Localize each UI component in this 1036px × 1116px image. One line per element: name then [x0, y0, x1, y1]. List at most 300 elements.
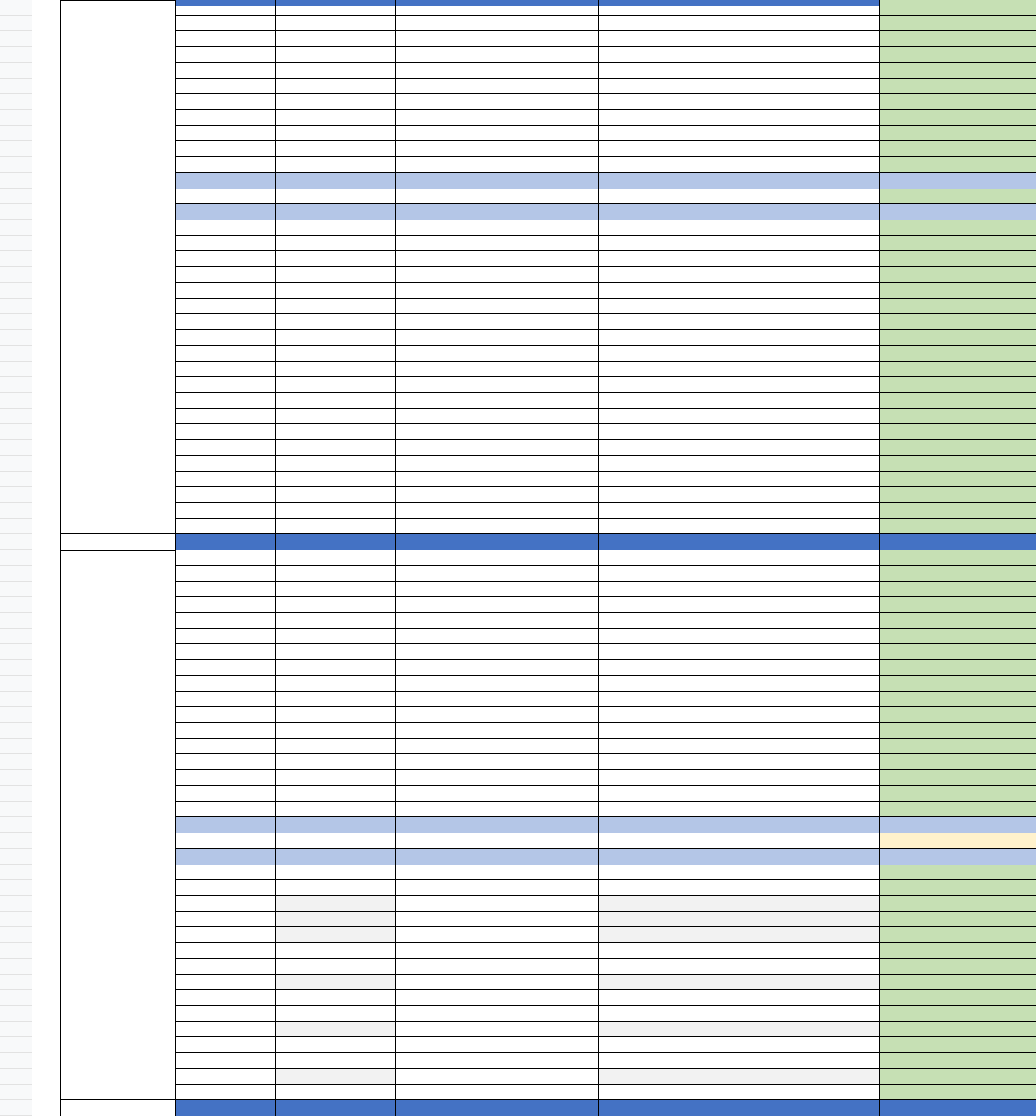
vaccine-cell[interactable]: [879, 346, 1036, 362]
moh-area-cell[interactable]: [275, 94, 395, 110]
row-number[interactable]: [0, 409, 32, 424]
vaccination-center-cell[interactable]: [598, 865, 879, 880]
vaccine-cell[interactable]: [879, 63, 1036, 79]
row-number[interactable]: [0, 550, 32, 566]
district-cell[interactable]: [175, 1069, 275, 1085]
row-number[interactable]: [0, 770, 32, 786]
vaccine-cell[interactable]: [879, 1053, 1036, 1069]
district-cell[interactable]: [175, 251, 275, 267]
row-number[interactable]: [0, 440, 32, 456]
note-cell[interactable]: [395, 692, 598, 707]
vaccination-center-cell[interactable]: [598, 63, 879, 79]
vaccine-cell[interactable]: [879, 1006, 1036, 1022]
moh-area-merged-cell[interactable]: [275, 299, 395, 362]
district-cell[interactable]: [175, 314, 275, 330]
row-number[interactable]: [0, 1006, 32, 1022]
row-number[interactable]: [0, 629, 32, 644]
vaccination-center-cell[interactable]: [598, 157, 879, 173]
vaccination-center-cell[interactable]: [598, 550, 879, 566]
moh-area-cell[interactable]: [275, 880, 395, 896]
note-cell[interactable]: [395, 330, 598, 346]
vaccine-cell[interactable]: [879, 550, 1036, 566]
row-number[interactable]: [0, 849, 32, 865]
moh-area-cell[interactable]: [275, 283, 395, 299]
row-number[interactable]: [0, 1069, 32, 1085]
moh-area-cell[interactable]: [275, 47, 395, 63]
vaccine-cell[interactable]: [879, 613, 1036, 629]
vaccination-center-cell[interactable]: [598, 692, 879, 707]
moh-area-cell[interactable]: [275, 487, 395, 503]
vaccination-center-cell[interactable]: [598, 47, 879, 63]
moh-area-cell[interactable]: [275, 189, 395, 204]
vaccination-center-cell[interactable]: [598, 424, 879, 440]
vaccination-center-cell[interactable]: [598, 1037, 879, 1053]
vaccination-center-cell[interactable]: [598, 880, 879, 896]
row-number[interactable]: [0, 126, 32, 141]
note-cell[interactable]: [395, 79, 598, 94]
district-cell[interactable]: [175, 566, 275, 582]
vaccination-center-cell[interactable]: [598, 597, 879, 613]
row-number[interactable]: [0, 660, 32, 676]
row-number[interactable]: [0, 582, 32, 597]
moh-area-cell[interactable]: [275, 1006, 395, 1022]
vaccine-cell[interactable]: [879, 1069, 1036, 1085]
vaccine-cell[interactable]: [879, 424, 1036, 440]
note-cell[interactable]: [395, 786, 598, 802]
vaccination-center-cell[interactable]: [598, 94, 879, 110]
row-number[interactable]: [0, 362, 32, 377]
vaccination-center-cell[interactable]: [598, 912, 879, 927]
vaccine-cell[interactable]: [879, 440, 1036, 456]
moh-area-cell[interactable]: [275, 566, 395, 582]
district-cell[interactable]: [175, 346, 275, 362]
district-cell[interactable]: [175, 880, 275, 896]
district-cell[interactable]: [175, 629, 275, 644]
vaccine-cell[interactable]: [879, 660, 1036, 676]
district-cell[interactable]: [175, 723, 275, 739]
moh-area-cell[interactable]: [275, 519, 395, 534]
row-number[interactable]: [0, 63, 32, 79]
district-cell[interactable]: [175, 550, 275, 566]
district-cell[interactable]: [175, 739, 275, 754]
district-cell[interactable]: [175, 597, 275, 613]
district-cell[interactable]: [175, 943, 275, 959]
moh-area-cell[interactable]: [275, 660, 395, 676]
vaccine-cell[interactable]: [879, 47, 1036, 63]
vaccine-cell[interactable]: [879, 865, 1036, 880]
vaccination-center-cell[interactable]: [598, 566, 879, 582]
note-cell[interactable]: [395, 110, 598, 126]
district-cell[interactable]: [175, 660, 275, 676]
vaccine-cell[interactable]: [879, 990, 1036, 1006]
vaccination-center-cell[interactable]: [598, 487, 879, 503]
vaccination-center-cell[interactable]: [598, 723, 879, 739]
district-cell[interactable]: [175, 0, 275, 16]
note-cell[interactable]: [395, 519, 598, 534]
district-cell[interactable]: [175, 393, 275, 409]
row-number[interactable]: [0, 566, 32, 582]
note-cell[interactable]: [395, 409, 598, 424]
vaccine-cell[interactable]: [879, 975, 1036, 990]
row-number[interactable]: [0, 330, 32, 346]
district-cell[interactable]: [175, 770, 275, 786]
vaccine-cell[interactable]: [879, 299, 1036, 314]
vaccination-center-cell[interactable]: [598, 236, 879, 251]
row-number[interactable]: [0, 802, 32, 817]
row-number[interactable]: [0, 959, 32, 975]
note-cell[interactable]: [395, 550, 598, 566]
row-number[interactable]: [0, 597, 32, 613]
vaccine-cell[interactable]: [879, 16, 1036, 31]
row-number[interactable]: [0, 94, 32, 110]
vaccine-cell[interactable]: [879, 283, 1036, 299]
note-cell[interactable]: [395, 503, 598, 519]
row-number[interactable]: [0, 1037, 32, 1053]
vaccine-cell[interactable]: [879, 582, 1036, 597]
row-number[interactable]: [0, 723, 32, 739]
district-cell[interactable]: [175, 157, 275, 173]
note-cell[interactable]: [395, 251, 598, 267]
district-cell[interactable]: [175, 896, 275, 912]
row-number[interactable]: [0, 990, 32, 1006]
vaccine-cell[interactable]: [879, 644, 1036, 660]
row-number[interactable]: [0, 912, 32, 927]
vaccine-cell[interactable]: [879, 802, 1036, 817]
moh-area-cell[interactable]: [275, 865, 395, 880]
vaccination-center-cell[interactable]: [598, 330, 879, 346]
row-number[interactable]: [0, 754, 32, 770]
note-cell[interactable]: [395, 47, 598, 63]
vaccination-center-cell[interactable]: [598, 283, 879, 299]
vaccine-cell[interactable]: [879, 1022, 1036, 1037]
row-number[interactable]: [0, 0, 32, 16]
district-cell[interactable]: [175, 802, 275, 817]
row-number[interactable]: [0, 283, 32, 299]
note-cell[interactable]: [395, 1006, 598, 1022]
row-number[interactable]: [0, 1053, 32, 1069]
vaccine-cell[interactable]: [879, 330, 1036, 346]
vaccination-center-cell[interactable]: [598, 377, 879, 393]
vaccine-cell[interactable]: [879, 141, 1036, 157]
row-number[interactable]: [0, 47, 32, 63]
vaccine-cell[interactable]: [879, 786, 1036, 802]
vaccine-cell[interactable]: [879, 723, 1036, 739]
district-cell[interactable]: [175, 644, 275, 660]
district-cell[interactable]: [175, 975, 275, 990]
district-cell[interactable]: [175, 1022, 275, 1037]
vaccination-center-cell[interactable]: [598, 896, 879, 912]
moh-area-cell[interactable]: [275, 723, 395, 739]
vaccine-cell[interactable]: [879, 31, 1036, 47]
vaccination-center-cell[interactable]: [598, 141, 879, 157]
vaccination-center-cell[interactable]: [598, 16, 879, 31]
row-number[interactable]: [0, 251, 32, 267]
moh-area-cell[interactable]: [275, 472, 395, 487]
moh-area-cell[interactable]: [275, 786, 395, 802]
row-number[interactable]: [0, 173, 32, 189]
row-number[interactable]: [0, 833, 32, 849]
vaccination-center-cell[interactable]: [598, 472, 879, 487]
row-number[interactable]: [0, 110, 32, 126]
note-cell[interactable]: [395, 440, 598, 456]
note-cell[interactable]: [395, 597, 598, 613]
vaccine-cell[interactable]: [879, 1085, 1036, 1100]
moh-area-cell[interactable]: [275, 582, 395, 597]
row-number[interactable]: [0, 817, 32, 833]
vaccination-center-cell[interactable]: [598, 1085, 879, 1100]
moh-area-cell[interactable]: [275, 16, 395, 31]
vaccine-cell[interactable]: [879, 456, 1036, 472]
note-cell[interactable]: [395, 94, 598, 110]
moh-area-merged-cell[interactable]: [275, 236, 395, 283]
row-number[interactable]: [0, 739, 32, 754]
moh-area-cell[interactable]: [275, 975, 395, 990]
row-number[interactable]: [0, 487, 32, 503]
vaccine-cell[interactable]: [879, 770, 1036, 786]
row-number[interactable]: [0, 204, 32, 220]
district-cell[interactable]: [175, 1053, 275, 1069]
note-cell[interactable]: [395, 31, 598, 47]
district-cell[interactable]: [175, 362, 275, 377]
vaccine-cell[interactable]: [879, 362, 1036, 377]
vaccination-center-cell[interactable]: [598, 79, 879, 94]
vaccine-cell[interactable]: [879, 707, 1036, 723]
moh-area-cell[interactable]: [275, 141, 395, 157]
district-cell[interactable]: [175, 440, 275, 456]
vaccination-center-cell[interactable]: [598, 346, 879, 362]
note-cell[interactable]: [395, 644, 598, 660]
district-cell[interactable]: [175, 786, 275, 802]
vaccine-cell[interactable]: [879, 629, 1036, 644]
district-cell[interactable]: [175, 927, 275, 943]
vaccine-cell[interactable]: [879, 126, 1036, 141]
vaccination-center-cell[interactable]: [598, 110, 879, 126]
district-cell[interactable]: [175, 267, 275, 283]
note-cell[interactable]: [395, 566, 598, 582]
row-number[interactable]: [0, 456, 32, 472]
vaccine-cell[interactable]: [879, 943, 1036, 959]
note-cell[interactable]: [395, 865, 598, 880]
district-cell[interactable]: [175, 1037, 275, 1053]
vaccine-cell[interactable]: [879, 487, 1036, 503]
vaccination-center-cell[interactable]: [598, 267, 879, 283]
district-cell[interactable]: [175, 94, 275, 110]
vaccination-center-cell[interactable]: [598, 927, 879, 943]
note-cell[interactable]: [395, 1037, 598, 1053]
vaccine-cell[interactable]: [879, 739, 1036, 754]
row-number[interactable]: [0, 786, 32, 802]
note-cell[interactable]: [395, 707, 598, 723]
vaccination-center-cell[interactable]: [598, 613, 879, 629]
moh-area-cell[interactable]: [275, 1053, 395, 1069]
district-cell[interactable]: [175, 1006, 275, 1022]
vaccine-cell[interactable]: [879, 189, 1036, 204]
vaccination-center-cell[interactable]: [598, 409, 879, 424]
district-cell[interactable]: [175, 754, 275, 770]
vaccination-center-cell[interactable]: [598, 959, 879, 975]
moh-area-cell[interactable]: [275, 739, 395, 754]
vaccination-center-cell[interactable]: [598, 770, 879, 786]
moh-area-cell[interactable]: [275, 550, 395, 566]
district-cell[interactable]: [175, 487, 275, 503]
note-cell[interactable]: [395, 613, 598, 629]
district-cell[interactable]: [175, 519, 275, 534]
vaccination-center-cell[interactable]: [598, 314, 879, 330]
note-cell[interactable]: [395, 975, 598, 990]
moh-area-cell[interactable]: [275, 707, 395, 723]
vaccination-center-cell[interactable]: [598, 676, 879, 692]
vaccine-cell[interactable]: [879, 880, 1036, 896]
row-number[interactable]: [0, 236, 32, 251]
district-cell[interactable]: [175, 676, 275, 692]
vaccination-center-cell[interactable]: [598, 299, 879, 314]
note-cell[interactable]: [395, 676, 598, 692]
vaccine-cell[interactable]: [879, 220, 1036, 236]
district-cell[interactable]: [175, 189, 275, 204]
vaccine-cell[interactable]: [879, 393, 1036, 409]
note-cell[interactable]: [395, 1022, 598, 1037]
district-cell[interactable]: [175, 47, 275, 63]
note-cell[interactable]: [395, 236, 598, 251]
note-cell[interactable]: [395, 880, 598, 896]
note-cell[interactable]: [395, 802, 598, 817]
row-number[interactable]: [0, 377, 32, 393]
row-number[interactable]: [0, 157, 32, 173]
district-cell[interactable]: [175, 299, 275, 314]
moh-area-cell[interactable]: [275, 1085, 395, 1100]
moh-area-cell[interactable]: [275, 754, 395, 770]
vaccine-cell[interactable]: [879, 519, 1036, 534]
row-number[interactable]: [0, 189, 32, 204]
note-cell[interactable]: [395, 314, 598, 330]
vaccination-center-cell[interactable]: [598, 31, 879, 47]
note-cell[interactable]: [395, 126, 598, 141]
district-cell[interactable]: [175, 141, 275, 157]
row-number[interactable]: [0, 1100, 32, 1116]
province-cell[interactable]: [60, 550, 175, 1100]
row-number[interactable]: [0, 1022, 32, 1037]
moh-area-cell[interactable]: [275, 157, 395, 173]
row-number[interactable]: [0, 141, 32, 157]
vaccine-cell[interactable]: [879, 0, 1036, 16]
district-cell[interactable]: [175, 79, 275, 94]
note-cell[interactable]: [395, 393, 598, 409]
row-number[interactable]: [0, 880, 32, 896]
note-cell[interactable]: [395, 283, 598, 299]
note-cell[interactable]: [395, 362, 598, 377]
note-cell[interactable]: [395, 346, 598, 362]
vaccination-center-cell[interactable]: [598, 739, 879, 754]
row-number[interactable]: [0, 896, 32, 912]
row-number[interactable]: [0, 503, 32, 519]
district-cell[interactable]: [175, 582, 275, 597]
vaccine-cell[interactable]: [879, 314, 1036, 330]
note-cell[interactable]: [395, 157, 598, 173]
district-cell[interactable]: [175, 990, 275, 1006]
moh-area-cell[interactable]: [275, 692, 395, 707]
vaccine-cell[interactable]: [879, 110, 1036, 126]
vaccination-center-cell[interactable]: [598, 707, 879, 723]
moh-area-cell[interactable]: [275, 644, 395, 660]
vaccine-cell[interactable]: [879, 267, 1036, 283]
moh-area-cell[interactable]: [275, 79, 395, 94]
moh-area-cell[interactable]: [275, 110, 395, 126]
note-cell[interactable]: [395, 959, 598, 975]
note-cell[interactable]: [395, 833, 598, 849]
note-cell[interactable]: [395, 0, 598, 16]
vaccine-cell[interactable]: [879, 157, 1036, 173]
vaccine-cell[interactable]: [879, 692, 1036, 707]
moh-area-cell[interactable]: [275, 456, 395, 472]
vaccine-cell[interactable]: [879, 1037, 1036, 1053]
vaccination-center-cell[interactable]: [598, 519, 879, 534]
moh-area-cell[interactable]: [275, 126, 395, 141]
vaccine-cell[interactable]: [879, 754, 1036, 770]
province-cell[interactable]: [60, 0, 175, 534]
note-cell[interactable]: [395, 299, 598, 314]
district-cell[interactable]: [175, 959, 275, 975]
moh-area-cell[interactable]: [275, 770, 395, 786]
vaccination-center-cell[interactable]: [598, 786, 879, 802]
vaccine-cell[interactable]: [879, 503, 1036, 519]
row-number[interactable]: [0, 692, 32, 707]
note-cell[interactable]: [395, 16, 598, 31]
district-cell[interactable]: [175, 126, 275, 141]
vaccination-center-cell[interactable]: [598, 440, 879, 456]
vaccination-center-cell[interactable]: [598, 582, 879, 597]
moh-area-cell[interactable]: [275, 31, 395, 47]
note-cell[interactable]: [395, 189, 598, 204]
district-cell[interactable]: [175, 110, 275, 126]
vaccination-center-cell[interactable]: [598, 1053, 879, 1069]
moh-area-cell[interactable]: [275, 927, 395, 943]
note-cell[interactable]: [395, 943, 598, 959]
row-number[interactable]: [0, 424, 32, 440]
note-cell[interactable]: [395, 424, 598, 440]
district-cell[interactable]: [175, 692, 275, 707]
vaccination-center-cell[interactable]: [598, 660, 879, 676]
district-cell[interactable]: [175, 613, 275, 629]
row-number[interactable]: [0, 943, 32, 959]
vaccination-center-cell[interactable]: [598, 943, 879, 959]
row-number[interactable]: [0, 865, 32, 880]
moh-area-cell[interactable]: [275, 0, 395, 16]
note-cell[interactable]: [395, 63, 598, 79]
note-cell[interactable]: [395, 220, 598, 236]
vaccine-cell[interactable]: [879, 912, 1036, 927]
note-cell[interactable]: [395, 487, 598, 503]
note-cell[interactable]: [395, 912, 598, 927]
row-number[interactable]: [0, 975, 32, 990]
moh-area-cell[interactable]: [275, 1069, 395, 1085]
vaccination-center-cell[interactable]: [598, 456, 879, 472]
note-cell[interactable]: [395, 1069, 598, 1085]
row-number[interactable]: [0, 676, 32, 692]
note-cell[interactable]: [395, 1085, 598, 1100]
vaccine-cell[interactable]: [879, 959, 1036, 975]
district-cell[interactable]: [175, 865, 275, 880]
vaccination-center-cell[interactable]: [598, 393, 879, 409]
row-number[interactable]: [0, 220, 32, 236]
row-number[interactable]: [0, 519, 32, 534]
note-cell[interactable]: [395, 1053, 598, 1069]
note-cell[interactable]: [395, 472, 598, 487]
vaccination-center-cell[interactable]: [598, 1006, 879, 1022]
vaccination-center-cell[interactable]: [598, 251, 879, 267]
row-number[interactable]: [0, 267, 32, 283]
vaccine-cell[interactable]: [879, 896, 1036, 912]
vaccine-cell[interactable]: [879, 94, 1036, 110]
